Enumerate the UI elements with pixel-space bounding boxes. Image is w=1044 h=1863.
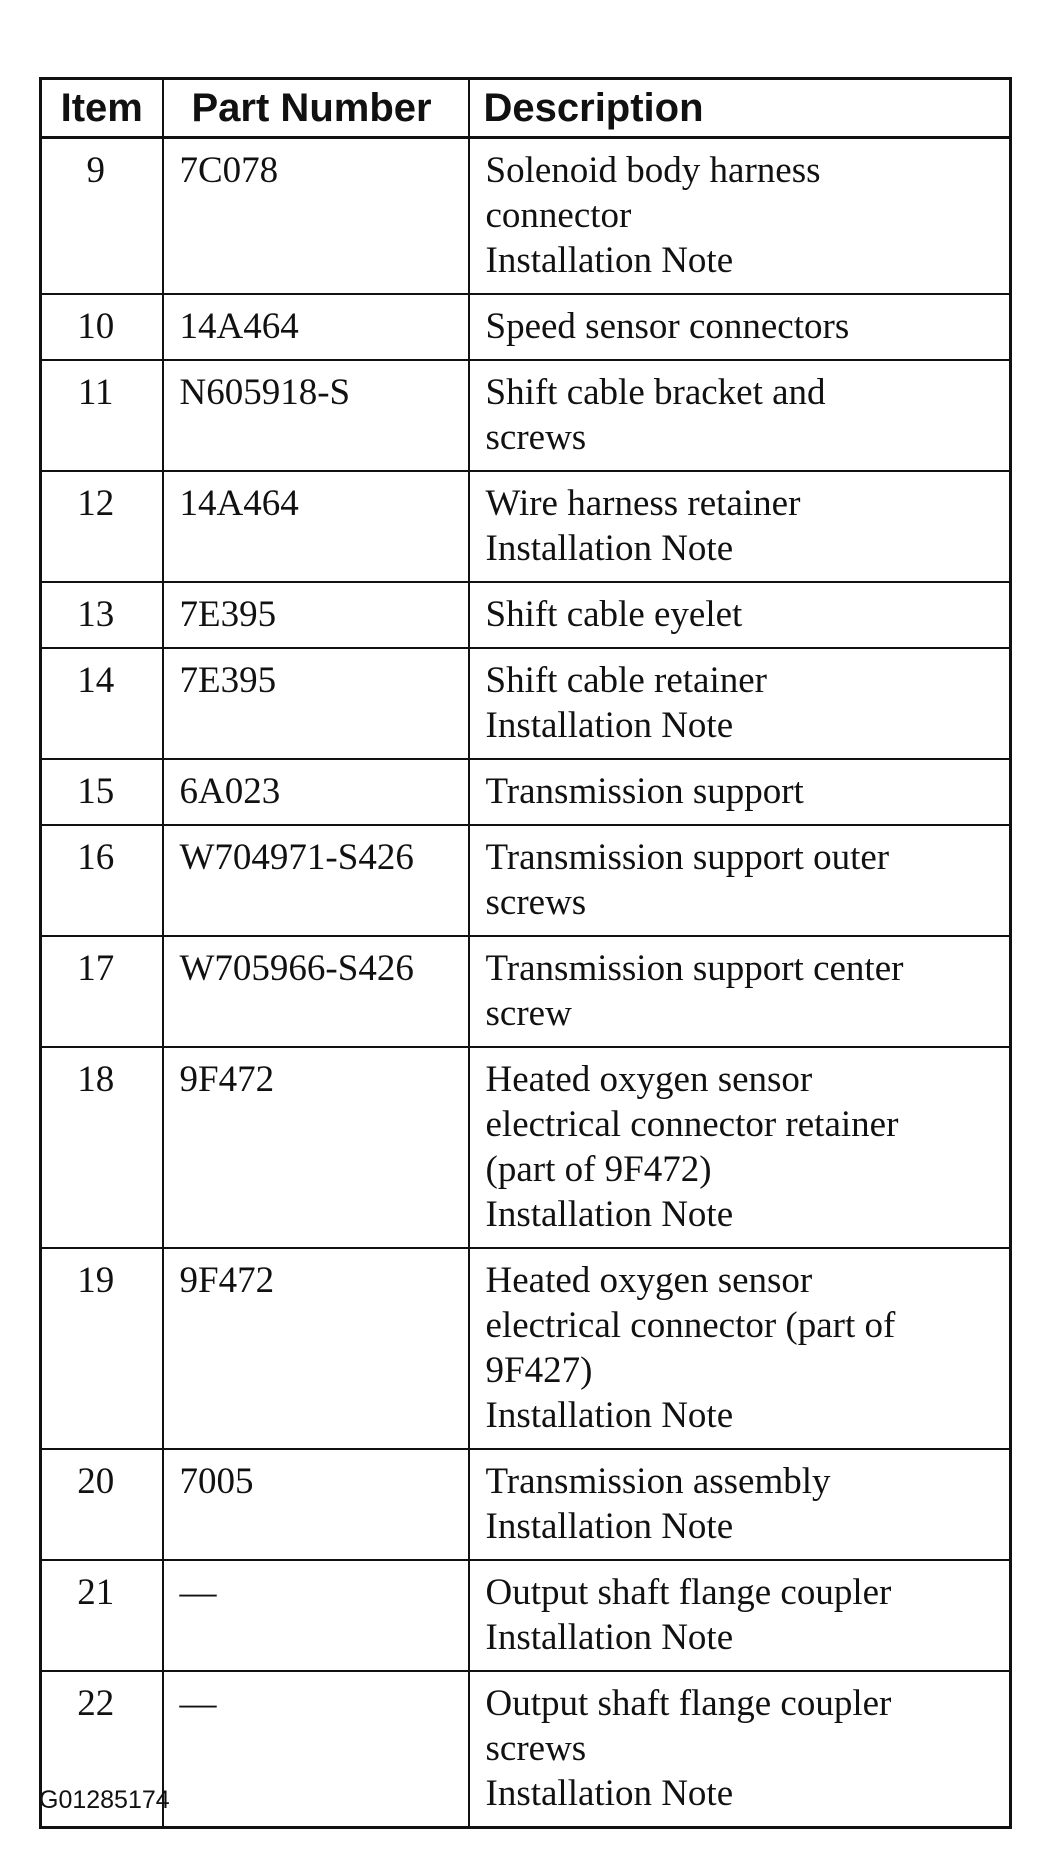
item-cell: 10 <box>41 294 163 360</box>
table-row <box>41 1560 1011 1671</box>
table-row <box>41 648 1011 759</box>
item-cell: 16 <box>41 825 163 936</box>
header-item: Item <box>41 79 163 138</box>
description-line: Transmission support center <box>485 948 904 989</box>
table-row <box>41 1047 1011 1248</box>
description-line: Wire harness retainer <box>485 483 801 524</box>
part-number-cell: 9F472 <box>163 1248 469 1449</box>
description-line: Transmission support <box>485 771 804 812</box>
item-cell: 21 <box>41 1560 163 1671</box>
description-line: screws <box>485 1728 587 1769</box>
description-cell <box>469 759 1011 825</box>
description-line: Installation Note <box>485 1506 734 1547</box>
part-number-cell: 7E395 <box>163 582 469 648</box>
part-number-cell: 7005 <box>163 1449 469 1560</box>
table-row <box>41 936 1011 1047</box>
parts-table <box>39 77 1012 1829</box>
description-cell <box>469 648 1011 759</box>
description-line: Transmission support outer <box>485 837 890 878</box>
part-number-cell: N605918-S <box>163 360 469 471</box>
table-row <box>41 825 1011 936</box>
description-line: Output shaft flange coupler <box>485 1572 892 1613</box>
parts-table-body <box>41 138 1011 1828</box>
description-line: Shift cable retainer <box>485 660 767 701</box>
description-line: screws <box>485 882 587 923</box>
description-cell <box>469 1560 1011 1671</box>
item-cell: 18 <box>41 1047 163 1248</box>
description-cell <box>469 1671 1011 1828</box>
description-cell <box>469 294 1011 360</box>
item-cell: 15 <box>41 759 163 825</box>
header-part-number: Part Number <box>163 79 469 138</box>
table-row <box>41 582 1011 648</box>
item-cell: 17 <box>41 936 163 1047</box>
item-cell: 11 <box>41 360 163 471</box>
description-line: Transmission assembly <box>485 1461 831 1502</box>
description-line: Heated oxygen sensor <box>485 1260 813 1301</box>
item-cell: 14 <box>41 648 163 759</box>
item-cell: 12 <box>41 471 163 582</box>
part-number-cell: 7E395 <box>163 648 469 759</box>
item-cell: 13 <box>41 582 163 648</box>
part-number-cell: 7C078 <box>163 138 469 295</box>
figure-code: G01285174 <box>39 1786 170 1814</box>
part-number-cell: 9F472 <box>163 1047 469 1248</box>
part-number-cell: W705966-S426 <box>163 936 469 1047</box>
table-row <box>41 1248 1011 1449</box>
description-line: Installation Note <box>485 1395 734 1436</box>
description-cell <box>469 1449 1011 1560</box>
part-number-cell: — <box>163 1560 469 1671</box>
description-line: electrical connector (part of <box>485 1305 896 1346</box>
description-line: electrical connector retainer <box>485 1104 899 1145</box>
description-line: Solenoid body harness <box>485 150 821 191</box>
description-line: screw <box>485 993 572 1034</box>
description-line: Heated oxygen sensor <box>485 1059 813 1100</box>
description-line: screws <box>485 417 587 458</box>
table-row <box>41 360 1011 471</box>
description-line: Installation Note <box>485 240 734 281</box>
header-row <box>41 79 1011 138</box>
table-row <box>41 471 1011 582</box>
table-row <box>41 138 1011 295</box>
table-row <box>41 1449 1011 1560</box>
description-cell <box>469 582 1011 648</box>
part-number-cell: 14A464 <box>163 471 469 582</box>
description-line: Installation Note <box>485 528 734 569</box>
description-line: Shift cable bracket and <box>485 372 826 413</box>
item-cell: 9 <box>41 138 163 295</box>
description-cell <box>469 1047 1011 1248</box>
description-line: Installation Note <box>485 1194 734 1235</box>
item-cell: 20 <box>41 1449 163 1560</box>
description-line: Installation Note <box>485 705 734 746</box>
table-row <box>41 1671 1011 1828</box>
description-line: Installation Note <box>485 1773 734 1814</box>
description-cell <box>469 471 1011 582</box>
description-line: Shift cable eyelet <box>485 594 743 635</box>
part-number-cell: — <box>163 1671 469 1828</box>
description-line: 9F427) <box>485 1350 593 1391</box>
description-line: connector <box>485 195 632 236</box>
description-cell <box>469 360 1011 471</box>
description-cell <box>469 1248 1011 1449</box>
description-line: Installation Note <box>485 1617 734 1658</box>
part-number-cell: 14A464 <box>163 294 469 360</box>
description-line: Output shaft flange coupler <box>485 1683 892 1724</box>
description-cell <box>469 138 1011 295</box>
description-line: (part of 9F472) <box>485 1149 712 1190</box>
header-description: Description <box>469 79 1011 138</box>
part-number-cell: 6A023 <box>163 759 469 825</box>
item-cell: 22 <box>41 1671 163 1828</box>
table-row <box>41 294 1011 360</box>
part-number-cell: W704971-S426 <box>163 825 469 936</box>
description-cell <box>469 825 1011 936</box>
description-line: Speed sensor connectors <box>485 306 850 347</box>
description-cell <box>469 936 1011 1047</box>
table-row <box>41 759 1011 825</box>
item-cell: 19 <box>41 1248 163 1449</box>
